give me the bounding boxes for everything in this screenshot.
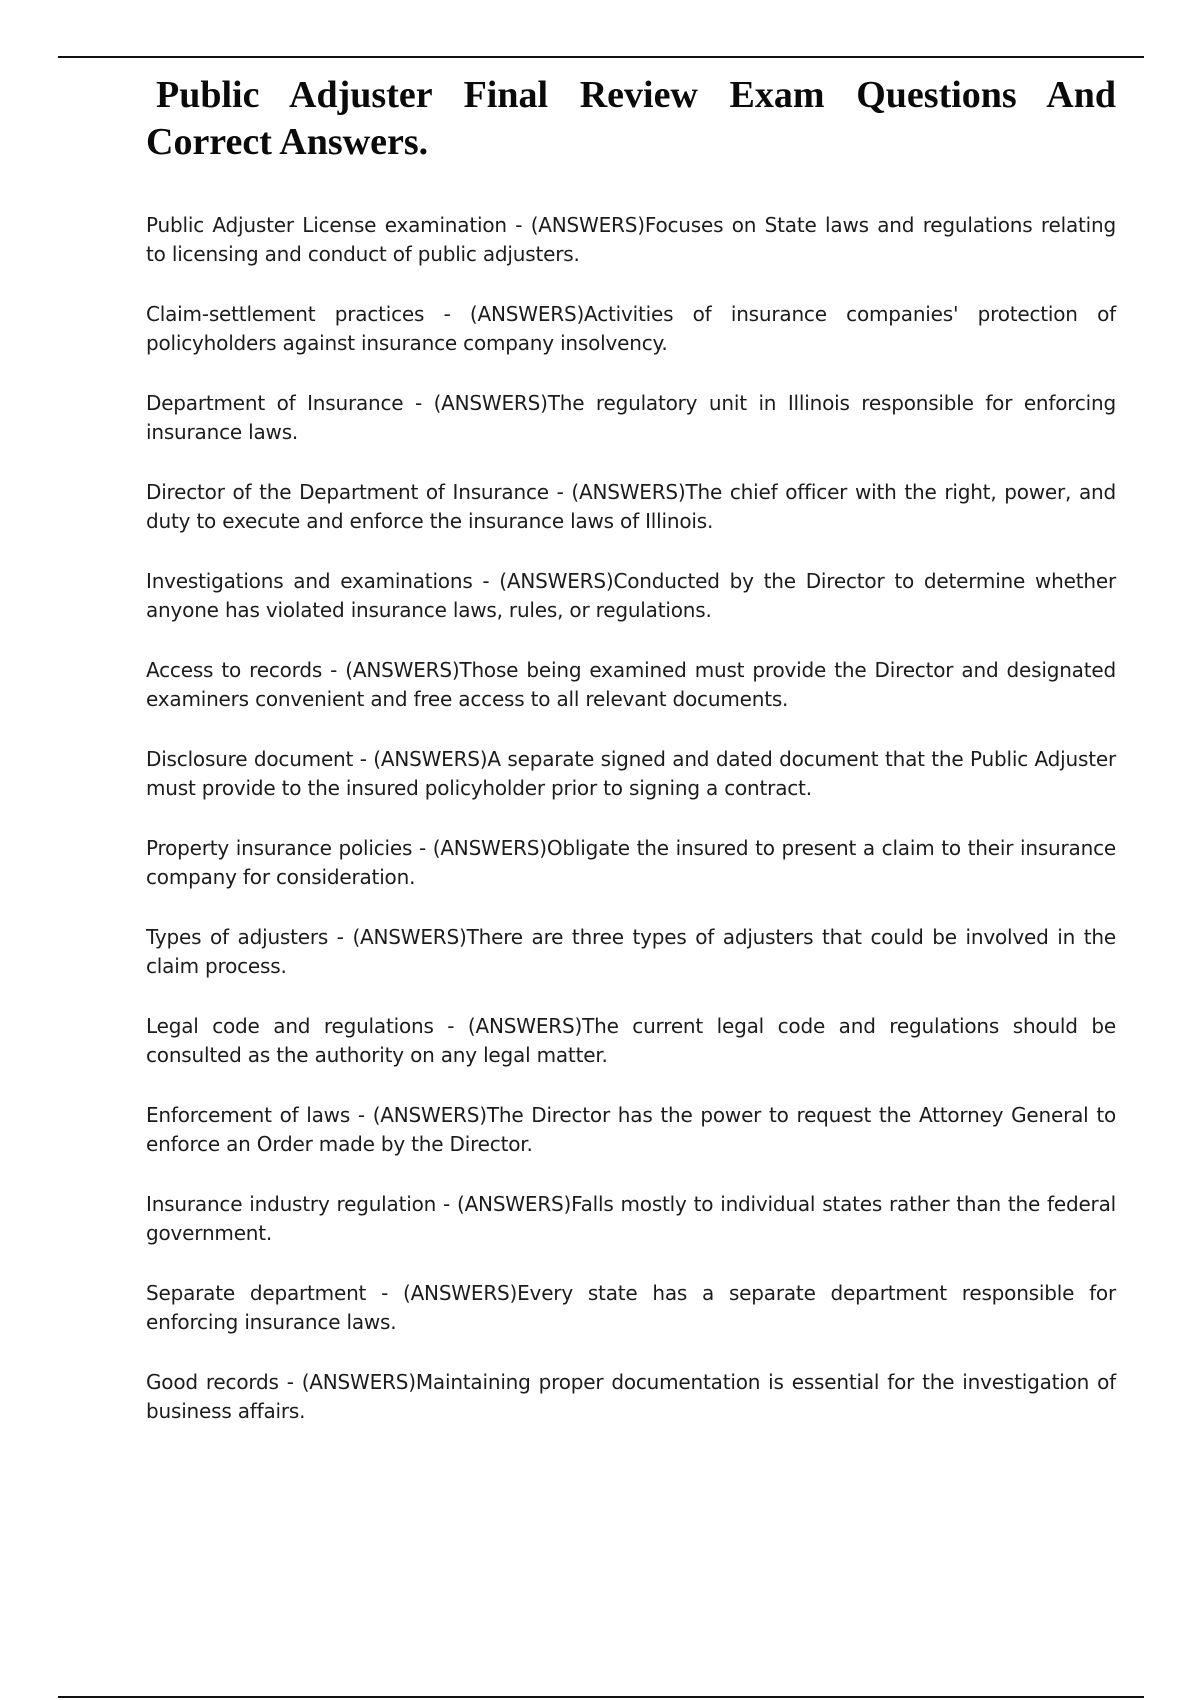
qa-item: Disclosure document - (ANSWERS)A separate signed and dated document that the Public Adjuster must provide to the insured policyholder prior to signing a contract. <box>146 747 1116 800</box>
qa-item: Access to records - (ANSWERS)Those being examined must provide the Director and designated examiners convenient and free access to all relevant documents. <box>146 658 1116 711</box>
title-line-2: Correct Answers. <box>146 121 429 163</box>
qa-item: Legal code and regulations - (ANSWERS)The current legal code and regulations should be consulted as the authority on any legal matter. <box>146 1014 1116 1067</box>
bottom-rule <box>58 1696 1144 1698</box>
title-line-1: Public Adjuster Final Review Exam Questions And <box>156 74 1116 116</box>
qa-item: Insurance industry regulation - (ANSWERS)Falls mostly to individual states rather than the federal government. <box>146 1192 1116 1245</box>
qa-item: Investigations and examinations - (ANSWERS)Conducted by the Director to determine whether anyone has violated insurance laws, rules, or regulations. <box>146 569 1116 622</box>
qa-item: Good records - (ANSWERS)Maintaining proper documentation is essential for the investigation of business affairs. <box>146 1370 1116 1423</box>
qa-item: Department of Insurance - (ANSWERS)The regulatory unit in Illinois responsible for enforcing insurance laws. <box>146 391 1116 444</box>
top-rule <box>58 56 1144 58</box>
qa-item: Director of the Department of Insurance - (ANSWERS)The chief officer with the right, power, and duty to execute and enforce the insurance laws of Illinois. <box>146 480 1116 533</box>
page-title <box>146 72 1116 166</box>
qa-item: Enforcement of laws - (ANSWERS)The Director has the power to request the Attorney General to enforce an Order made by the Director. <box>146 1103 1116 1156</box>
qa-item: Separate department - (ANSWERS)Every state has a separate department responsible for enforcing insurance laws. <box>146 1281 1116 1334</box>
qa-item: Public Adjuster License examination - (ANSWERS)Focuses on State laws and regulations relating to licensing and conduct of public adjusters. <box>146 213 1116 266</box>
qa-item: Types of adjusters - (ANSWERS)There are three types of adjusters that could be involved in the claim process. <box>146 925 1116 978</box>
qa-list <box>146 211 1116 1457</box>
qa-item: Claim-settlement practices - (ANSWERS)Activities of insurance companies' protection of policyholders against insurance company insolvency. <box>146 302 1116 355</box>
qa-item: Property insurance policies - (ANSWERS)Obligate the insured to present a claim to their insurance company for consideration. <box>146 836 1116 889</box>
